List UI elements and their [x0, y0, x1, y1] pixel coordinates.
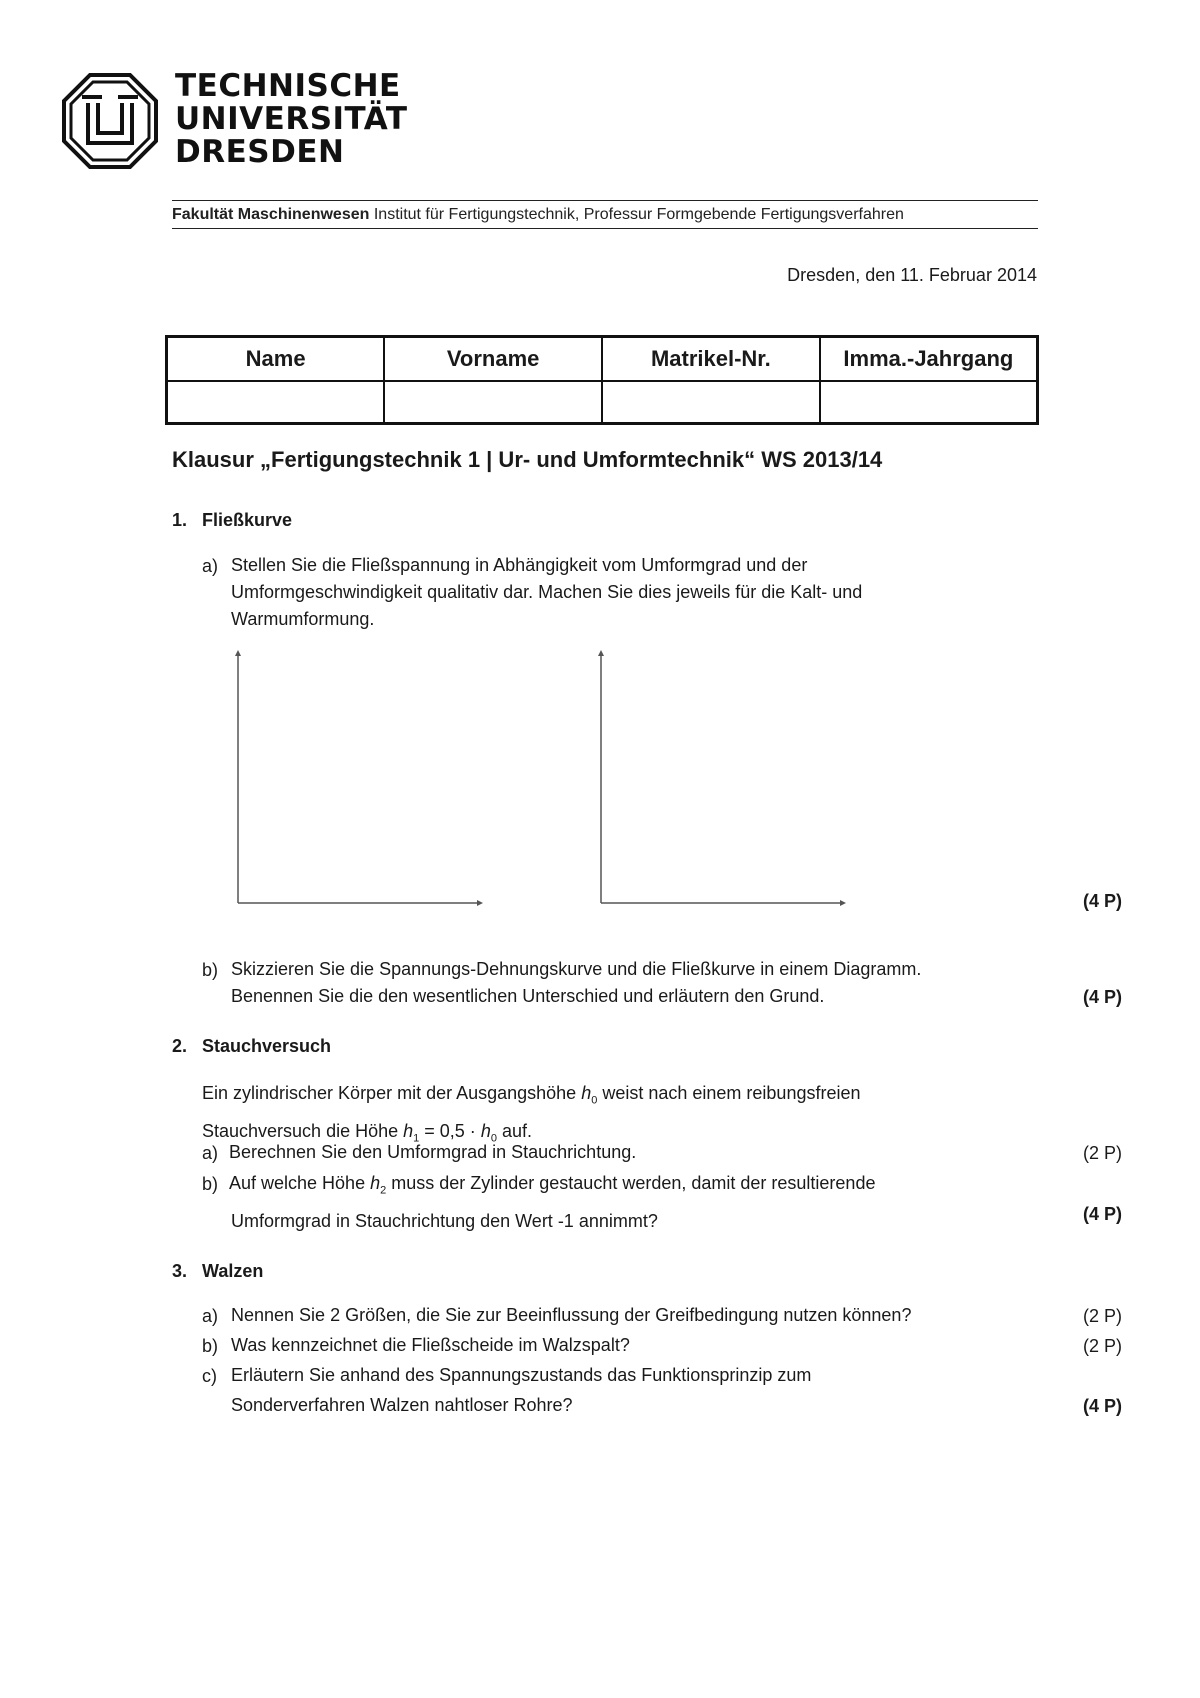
q3c-text: [231, 1362, 811, 1419]
col-matrikel: Matrikel-Nr.: [602, 337, 820, 382]
university-name: [175, 70, 408, 169]
q3a-label: a): [202, 1306, 219, 1326]
q1b-text: [231, 956, 921, 1010]
left-y-arrow-icon: [235, 650, 241, 656]
section-3-heading: [172, 1261, 263, 1282]
q1a-label: a): [202, 556, 219, 576]
vorname-field[interactable]: [384, 381, 602, 424]
q3a-text: Nennen Sie 2 Größen, die Sie zur Beeinflussung der Greifbedingung nutzen können?: [231, 1305, 912, 1325]
q2b-1b: muss der Zylinder gestaucht werden, damit der resultierende: [386, 1173, 876, 1193]
col-vorname: Vorname: [384, 337, 602, 382]
var-h2-sub: 2: [380, 1184, 387, 1197]
q2-intro-2a: Stauchversuch die Höhe: [202, 1120, 404, 1141]
diagram-right-axes: [588, 650, 848, 910]
q2b-points: (4 P): [1082, 1204, 1122, 1224]
section-3-title: Walzen: [202, 1261, 264, 1281]
name-field[interactable]: [167, 381, 385, 424]
q2b-1a: Auf welche Höhe: [229, 1173, 371, 1193]
logo-line-2: UNIVERSITÄT: [175, 101, 408, 137]
q2-intro-line-1: [202, 1080, 861, 1115]
var-h1-sub: 1: [413, 1132, 420, 1145]
q3a-points: (2 P): [1082, 1306, 1122, 1326]
q3b-points: (2 P): [1082, 1336, 1122, 1356]
q3c-line-1: Erläutern Sie anhand des Spannungszustands das Funktionsprinzip zum: [231, 1365, 812, 1385]
section-2-title: Stauchversuch: [202, 1036, 332, 1056]
right-y-arrow-icon: [598, 650, 604, 656]
q2a-text: Berechnen Sie den Umformgrad in Stauchrichtung.: [229, 1142, 637, 1162]
exam-title: Klausur „Fertigungstechnik 1 | Ur- und Umformtechnik“ WS 2013/14: [172, 447, 883, 472]
var-h2: h: [370, 1173, 381, 1193]
var-h0-sub: 0: [490, 1132, 497, 1145]
col-name: Name: [167, 337, 385, 382]
q1b-line-2: Benennen Sie die den wesentlichen Unterschied und erläutern den Grund.: [231, 986, 825, 1006]
section-1-title: Fließkurve: [202, 510, 293, 530]
right-x-arrow-icon: [840, 900, 846, 906]
q1b-label: b): [202, 960, 219, 980]
var-h0: h: [480, 1120, 491, 1141]
q2-intro-1b: weist nach einem reibungsfreien: [597, 1083, 861, 1103]
q2b-text: [229, 1170, 875, 1235]
q3c-label: c): [202, 1366, 217, 1386]
q1a-points: (4 P): [1082, 891, 1122, 911]
header-rule-bottom: [172, 228, 1038, 229]
q2b-label: b): [202, 1174, 219, 1194]
faculty-name: Fakultät Maschinenwesen: [172, 206, 370, 223]
header-rule-top: [172, 200, 1038, 201]
q3b-text: Was kennzeichnet die Fließscheide im Walzspalt?: [231, 1335, 630, 1355]
q2a-points: (2 P): [1082, 1143, 1122, 1163]
institute-name: Institut für Fertigungstechnik, Professur Formgebende Fertigungsverfahren: [373, 206, 904, 223]
q1a-line-3: Warmumformung.: [231, 609, 375, 629]
q2-intro-2b: = 0,5 ·: [419, 1120, 481, 1141]
table-header-row: [167, 337, 1038, 382]
q2b-line-1: [229, 1170, 875, 1205]
matrikel-field[interactable]: [602, 381, 820, 424]
section-2-heading: [172, 1036, 331, 1057]
q1b-line-1: Skizzieren Sie die Spannungs-Dehnungskurve und die Fließkurve in einem Diagramm.: [231, 959, 922, 979]
q1a-line-2: Umformgeschwindigkeit qualitativ dar. Machen Sie dies jeweils für die Kalt- und: [231, 582, 863, 602]
q1a-text: [231, 552, 862, 633]
exam-date: Dresden, den 11. Februar 2014: [787, 265, 1037, 285]
tu-dresden-logo-icon: [62, 73, 158, 169]
logo-line-1: TECHNISCHE: [175, 68, 401, 104]
q2b-line-2: Umformgrad in Stauchrichtung den Wert -1 annimmt?: [231, 1210, 658, 1231]
q2a-label: a): [202, 1143, 219, 1163]
q3b-label: b): [202, 1336, 219, 1356]
jahrgang-field[interactable]: [820, 381, 1038, 424]
col-jahrgang: Imma.-Jahrgang: [820, 337, 1038, 382]
section-3-number: 3.: [172, 1261, 188, 1281]
table-entry-row: [167, 381, 1038, 424]
section-1-heading: [172, 510, 292, 531]
diagram-left-axes: [225, 650, 485, 910]
student-info-table: [165, 335, 1039, 425]
q2-intro-1a: Ein zylindrischer Körper mit der Ausgangshöhe: [202, 1083, 582, 1103]
faculty-line: [172, 206, 904, 224]
section-1-number: 1.: [172, 510, 188, 530]
left-x-arrow-icon: [477, 900, 483, 906]
q3c-points: (4 P): [1082, 1396, 1122, 1416]
q1a-line-1: Stellen Sie die Fließspannung in Abhängigkeit vom Umformgrad und der: [231, 555, 808, 575]
var-h1: h: [403, 1120, 414, 1141]
q1b-points: (4 P): [1082, 987, 1122, 1007]
q3c-line-2: Sonderverfahren Walzen nahtloser Rohre?: [231, 1395, 573, 1415]
section-2-number: 2.: [172, 1036, 188, 1056]
var-h-sub: 0: [591, 1094, 598, 1107]
q2-intro-2c: auf.: [496, 1120, 532, 1141]
logo-line-3: DRESDEN: [175, 134, 345, 170]
var-h: h: [581, 1083, 592, 1103]
